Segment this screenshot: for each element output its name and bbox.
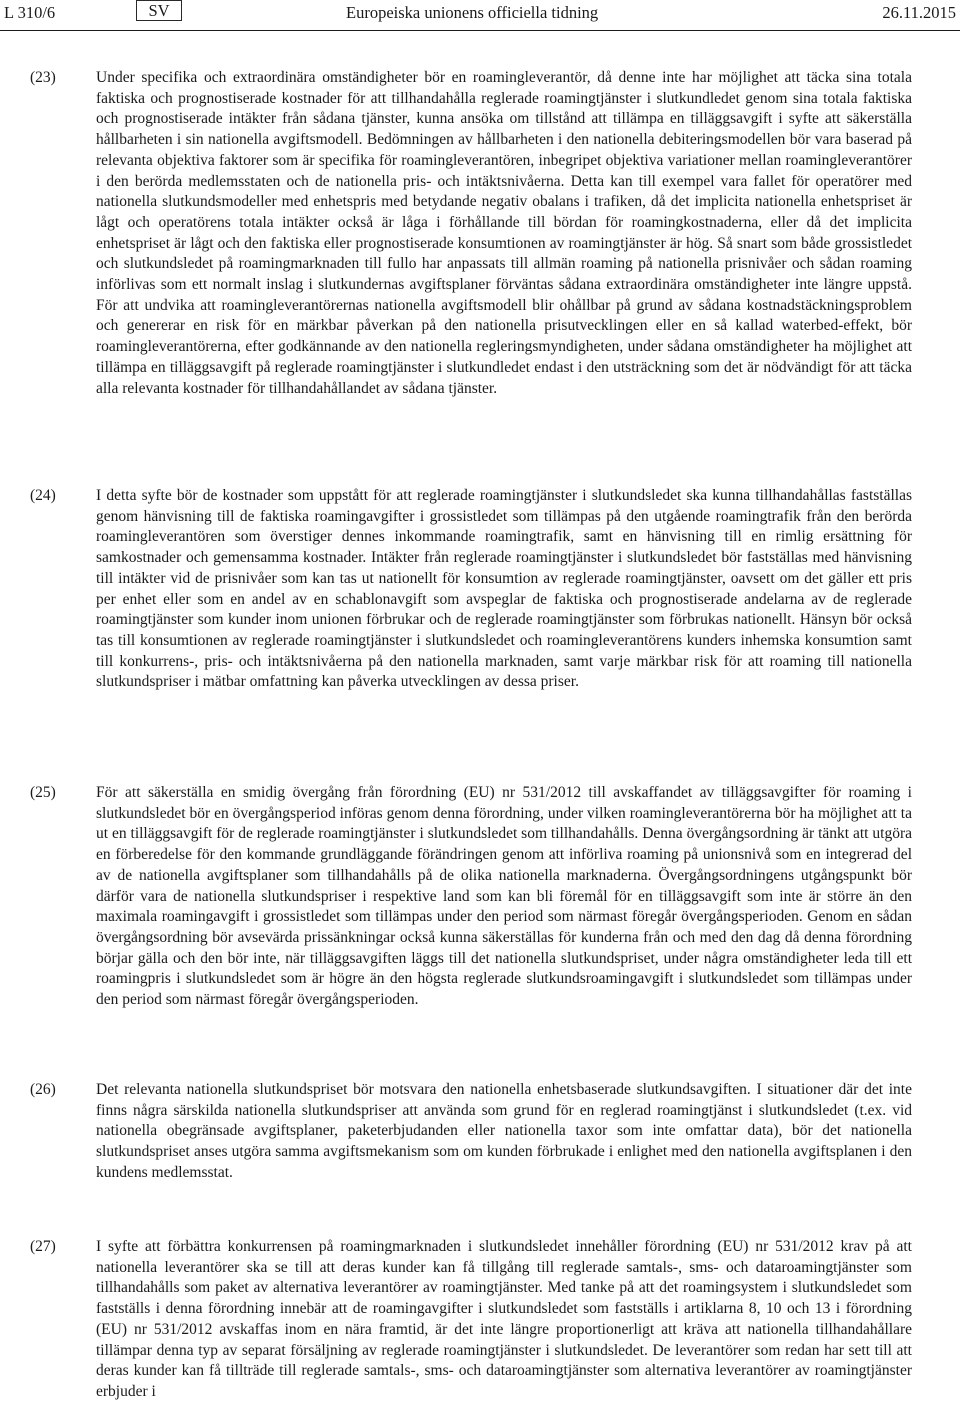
header-divider [0,30,960,31]
recital-text: Det relevanta nationella slutkundspriset bör motsvara den nationella enhetsbaserade slutkundsavgiften. I situationer där det inte finns några särskilda nationella slutkundspriser att använda som grund för en reglerad roamingtjänst i slutkundsledet (t.ex. vid nationella obegränsade avgiftsplaner, paketerbjudanden eller nationella taxor som inte omfattar data), bör det nationella slutkundspriset anses utgöra samma avgiftsmekanism som om kunden förbrukade i enlighet med den nationella avgiftsplanen i den kundens medlemsstat. [96,1081,912,1181]
recital-number: (24) [30,487,56,504]
recital-number: (27) [30,1238,56,1255]
journal-title: Europeiska unionens officiella tidning [346,3,599,22]
recital-number: (23) [30,69,56,86]
publication-date: 26.11.2015 [882,3,956,22]
recital-number: (25) [30,784,56,801]
recital-text: I detta syfte bör de kostnader som uppstått för att reglerade roamingtjänster i slutkundsledet ska kunna tillhandahållas fastställas genom hänvisning till de faktiska roamingavgifter i grossistledet som tillämpas på den utgående roamingtrafik från den berörda roamingleverantören som överstiger dennes inkommande roamingtrafik, samt en hänvisning till en rimlig ersättning för samkostnader och gemensamma kostnader. Intäkter från reglerade roamingtjänster i slutkundsledet bör fastställas med hänvisning till intäkter vid de prisnivåer som kan tas ut nationellt för konsumtion av reglerade roamingtjänster, oavsett om det gäller ett pris per enhet eller som en andel av en schablonavgift som avspeglar de faktiska och prognostiserade andelarna av de reglerade roamingtjänster som kunder inom unionen förbrukar och de reglerade roamingtjänster som förbrukas nationellt. Hänsyn bör också tas till konsumtionen av reglerade roamingtjänster i slutkundsledet och roamingleverantörens kunders inhemska konsumtion samt till konkurrens-, pris- och intäktsnivåerna på den nationella marknaden, samt varje märkbar risk för att roaming till nationella slutkundspriser i mätbar omfattning kan påverka utvecklingen av dessa priser. [96,487,912,691]
recital-text: I syfte att förbättra konkurrensen på roamingmarknaden i slutkundsledet innehåller förordning (EU) nr 531/2012 krav på att nationella leverantörer ska se till att deras kunder kan få tillgång till reglerade samtals-, sms- och dataroamingtjänster som tillhandahålls som paket av alternativa leverantörer av roamingtjänster. Med tanke på att det roamingsystem i slutkundsledet som fastställs i denna förordning innebär att de roamingavgifter i slutkundsledet som fastställs i artiklarna 8, 10 och 13 i förordning (EU) nr 531/2012 avskaffas inom en nära framtid, är det inte längre proportionerligt att kräva att nationella tillhandahållare tillämpar denna typ av separat försäljning av reglerade roamingtjänster i slutkundsledet. De leverantörer som redan har sett till att deras kunder kan få tillträde till reglerade samtals-, sms- och dataroamingtjänster som alternativa leverantörer av roamingtjänster erbjuder i [96,1238,912,1400]
page-reference: L 310/6 [4,3,56,22]
recital-number: (26) [30,1081,56,1098]
page-header [0,0,960,32]
recital-text: För att säkerställa en smidig övergång från förordning (EU) nr 531/2012 till avskaffandet av tilläggsavgifter för roaming i slutkundsledet bör en övergångsperiod införas genom denna förordning, under vilken roamingleverantörerna bör ha möjlighet att ta ut en tilläggsavgift för de reglerade roamingtjänster i slutkundsledet som tillhandahålls. Denna övergångsordning är tänkt att utgöra en förberedelse för den kommande grundläggande förändringen genom att införliva roaming på unionsnivå som en integrerad del av de nationella avgiftsplaner som tillhandahålls på de olika nationella marknaderna. Övergångsordningens utgångspunkt bör därför vara de nationella slutkundspriser i respektive land som kan bli föremål för en tilläggsavgift som inte är större än den maximala roamingavgift i grossistledet som tillämpas under den period som närmast föregår övergångsperioden. Genom en sådan övergångsordning bör avsevärda prissänkningar också kunna säkerställas för kunderna från och med den dag då denna förordning börjar gälla och den bör inte, när tilläggsavgiften läggs till det nationella slutkundspriset, under några omständigheter leda till ett roamingpris i slutkundsledet som är högre än den högsta reglerade slutkundsroamingavgift i slutkundsledet som tillämpas under den period som närmast föregår övergångsperioden. [96,784,912,1009]
language-badge: SV [136,0,182,21]
recital-text: Under specifika och extraordinära omständigheter bör en roamingleverantör, då denne inte har möjlighet att täcka sina totala faktiska och prognostiserade kostnader för att tillhandahålla reglerade roamingtjänster i slutkundledet genom sina totala faktiska och prognostiserade intäkter från sådana tjänster, kunna ansöka om tillstånd att tillämpa en tilläggsavgift i syfte att säkerställa hållbarheten i sin nationella avgiftsmodell. Bedömningen av hållbarheten i den nationella debiteringsmodellen bör vara baserad på relevanta objektiva faktorer som är specifika för roamingleverantören, inbegripet objektiva variationer mellan roamingleverantörer i den berörda medlemsstaten och de nationella pris- och intäktsnivåerna. Detta kan till exempel vara fallet för operatörer med nationella slutkundsmodeller med enhetspris med betydande negativ obalans i trafiken, då det implicita nationella enhetspriset är lågt och operatörens totala intäkter också är låga i förhållande till bördan för roamingkostnaderna, eller då det implicita enhetspriset är lågt och den faktiska eller prognostiserade konsumtionen av roamingtjänster är hög. Så snart som både grossistledet och slutkundsledet på roamingmarknaden till fullo har anpassats till allmän roaming på nationella prisnivåer och sådan roaming införlivas som ett normalt inslag i slutkundernas avgiftsplaner förväntas sådana extraordinära omständigheter inte längre uppstå. För att undvika att roamingleverantörernas nationella avgiftsmodell blir ohållbar på grund av sådana kostnadstäckningsproblem och genererar en risk för en märkbar påverkan på den nationella prisutvecklingen eller en så kallad waterbed-effekt, bör roamingleverantörerna, efter godkännande av den nationella regleringsmyndigheten, under sådana omständigheter ha möjlighet att tillämpa en tilläggsavgift på reglerade roamingtjänster i slutkundledet endast i den utsträckning som det är nödvändigt för att täcka alla relevanta kostnader för tillhandahållandet av sådana tjänster. [96,69,912,397]
